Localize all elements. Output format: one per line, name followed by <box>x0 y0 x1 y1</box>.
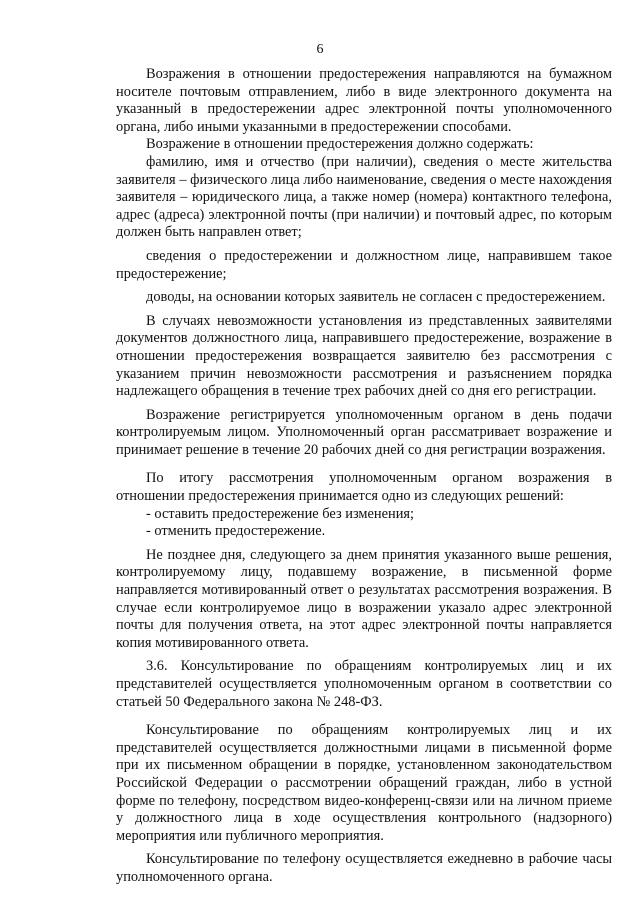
paragraph-objection-submission: Возражения в отношении предостережения направляются на бумажном носителе почтовым отправлением, либо в виде электронного документа на указанный в предостережении адрес электронной почты уполномоченного органа, либо иными указанными в предостережении способами. <box>116 66 612 135</box>
paragraph-registration: Возражение регистрируется уполномоченным органом в день подачи контролируемым лицом. Уполномоченный орган рассматривает возражение и принимает решение в течение 20 рабочих дней со дня регистрации возражения. <box>116 406 612 458</box>
page-number: 6 <box>316 42 324 57</box>
paragraph-applicant-details: фамилию, имя и отчество (при наличии), сведения о месте жительства заявителя – физического лица либо наименование, сведения о месте нахождения заявителя – юридического лица, а также номер (номера) контактного телефона, адрес (адреса) электронной почты (при наличии) и почтовый адрес, по которым должен быть направлен ответ; <box>116 153 612 241</box>
paragraph-decision-intro: По итогу рассмотрения уполномоченным органом возражения в отношении предостережения принимается одно из следующих решений: <box>116 470 612 505</box>
paragraph-reasoned-response: Не позднее дня, следующего за днем принятия указанного выше решения, контролируемому лицу, подавшему возражение, в письменной форме направляется мотивированный ответ о результатах рассмотрения возражения. В случае если контролируемое лицо в возражении указало адрес электронной почты для получения ответа, на этот адрес электронной почты направляется копия мотивированного ответа. <box>116 546 612 651</box>
paragraph-section-3-6: 3.6. Консультирование по обращениям контролируемых лиц и их представителей осуществляется уполномоченным органом в соответствии со статьей 50 Федерального закона № 248-ФЗ. <box>116 658 612 710</box>
paragraph-objection-contents-intro: Возражение в отношении предостережения должно содержать: <box>146 136 534 153</box>
document-body <box>116 66 612 887</box>
paragraph-warning-details: сведения о предостережении и должностном лице, направившем такое предостережение; <box>116 247 612 282</box>
paragraph-consulting-forms: Консультирование по обращениям контролируемых лиц и их представителей осуществляется должностными лицами в письменной форме при их письменном обращении в порядке, установленном законодательством Российской Федерации о рассмотрении обращений граждан, либо в устной форме по телефону, посредством видео-конференц-связи или на личном приеме у должностного лица в ходе осуществления контрольного (надзорного) мероприятия или публичного мероприятия. <box>116 722 612 844</box>
paragraph-return-without-review: В случаях невозможности установления из представленных заявителями документов должностного лица, направившего предостережение, возражение в отношении предостережения возвращается заявителю без рассмотрения с указанием причин невозможности рассмотрения и разъяснением порядка надлежащего обращения в течение трех рабочих дней со дня его регистрации. <box>116 312 612 400</box>
paragraph-phone-consulting: Консультирование по телефону осуществляется ежедневно в рабочие часы уполномоченного органа. <box>116 851 612 885</box>
list-item-cancel-warning: - отменить предостережение. <box>146 523 326 540</box>
list-item-keep-warning: - оставить предостережение без изменения; <box>146 505 415 522</box>
paragraph-arguments: доводы, на основании которых заявитель не согласен с предостережением. <box>146 289 606 306</box>
